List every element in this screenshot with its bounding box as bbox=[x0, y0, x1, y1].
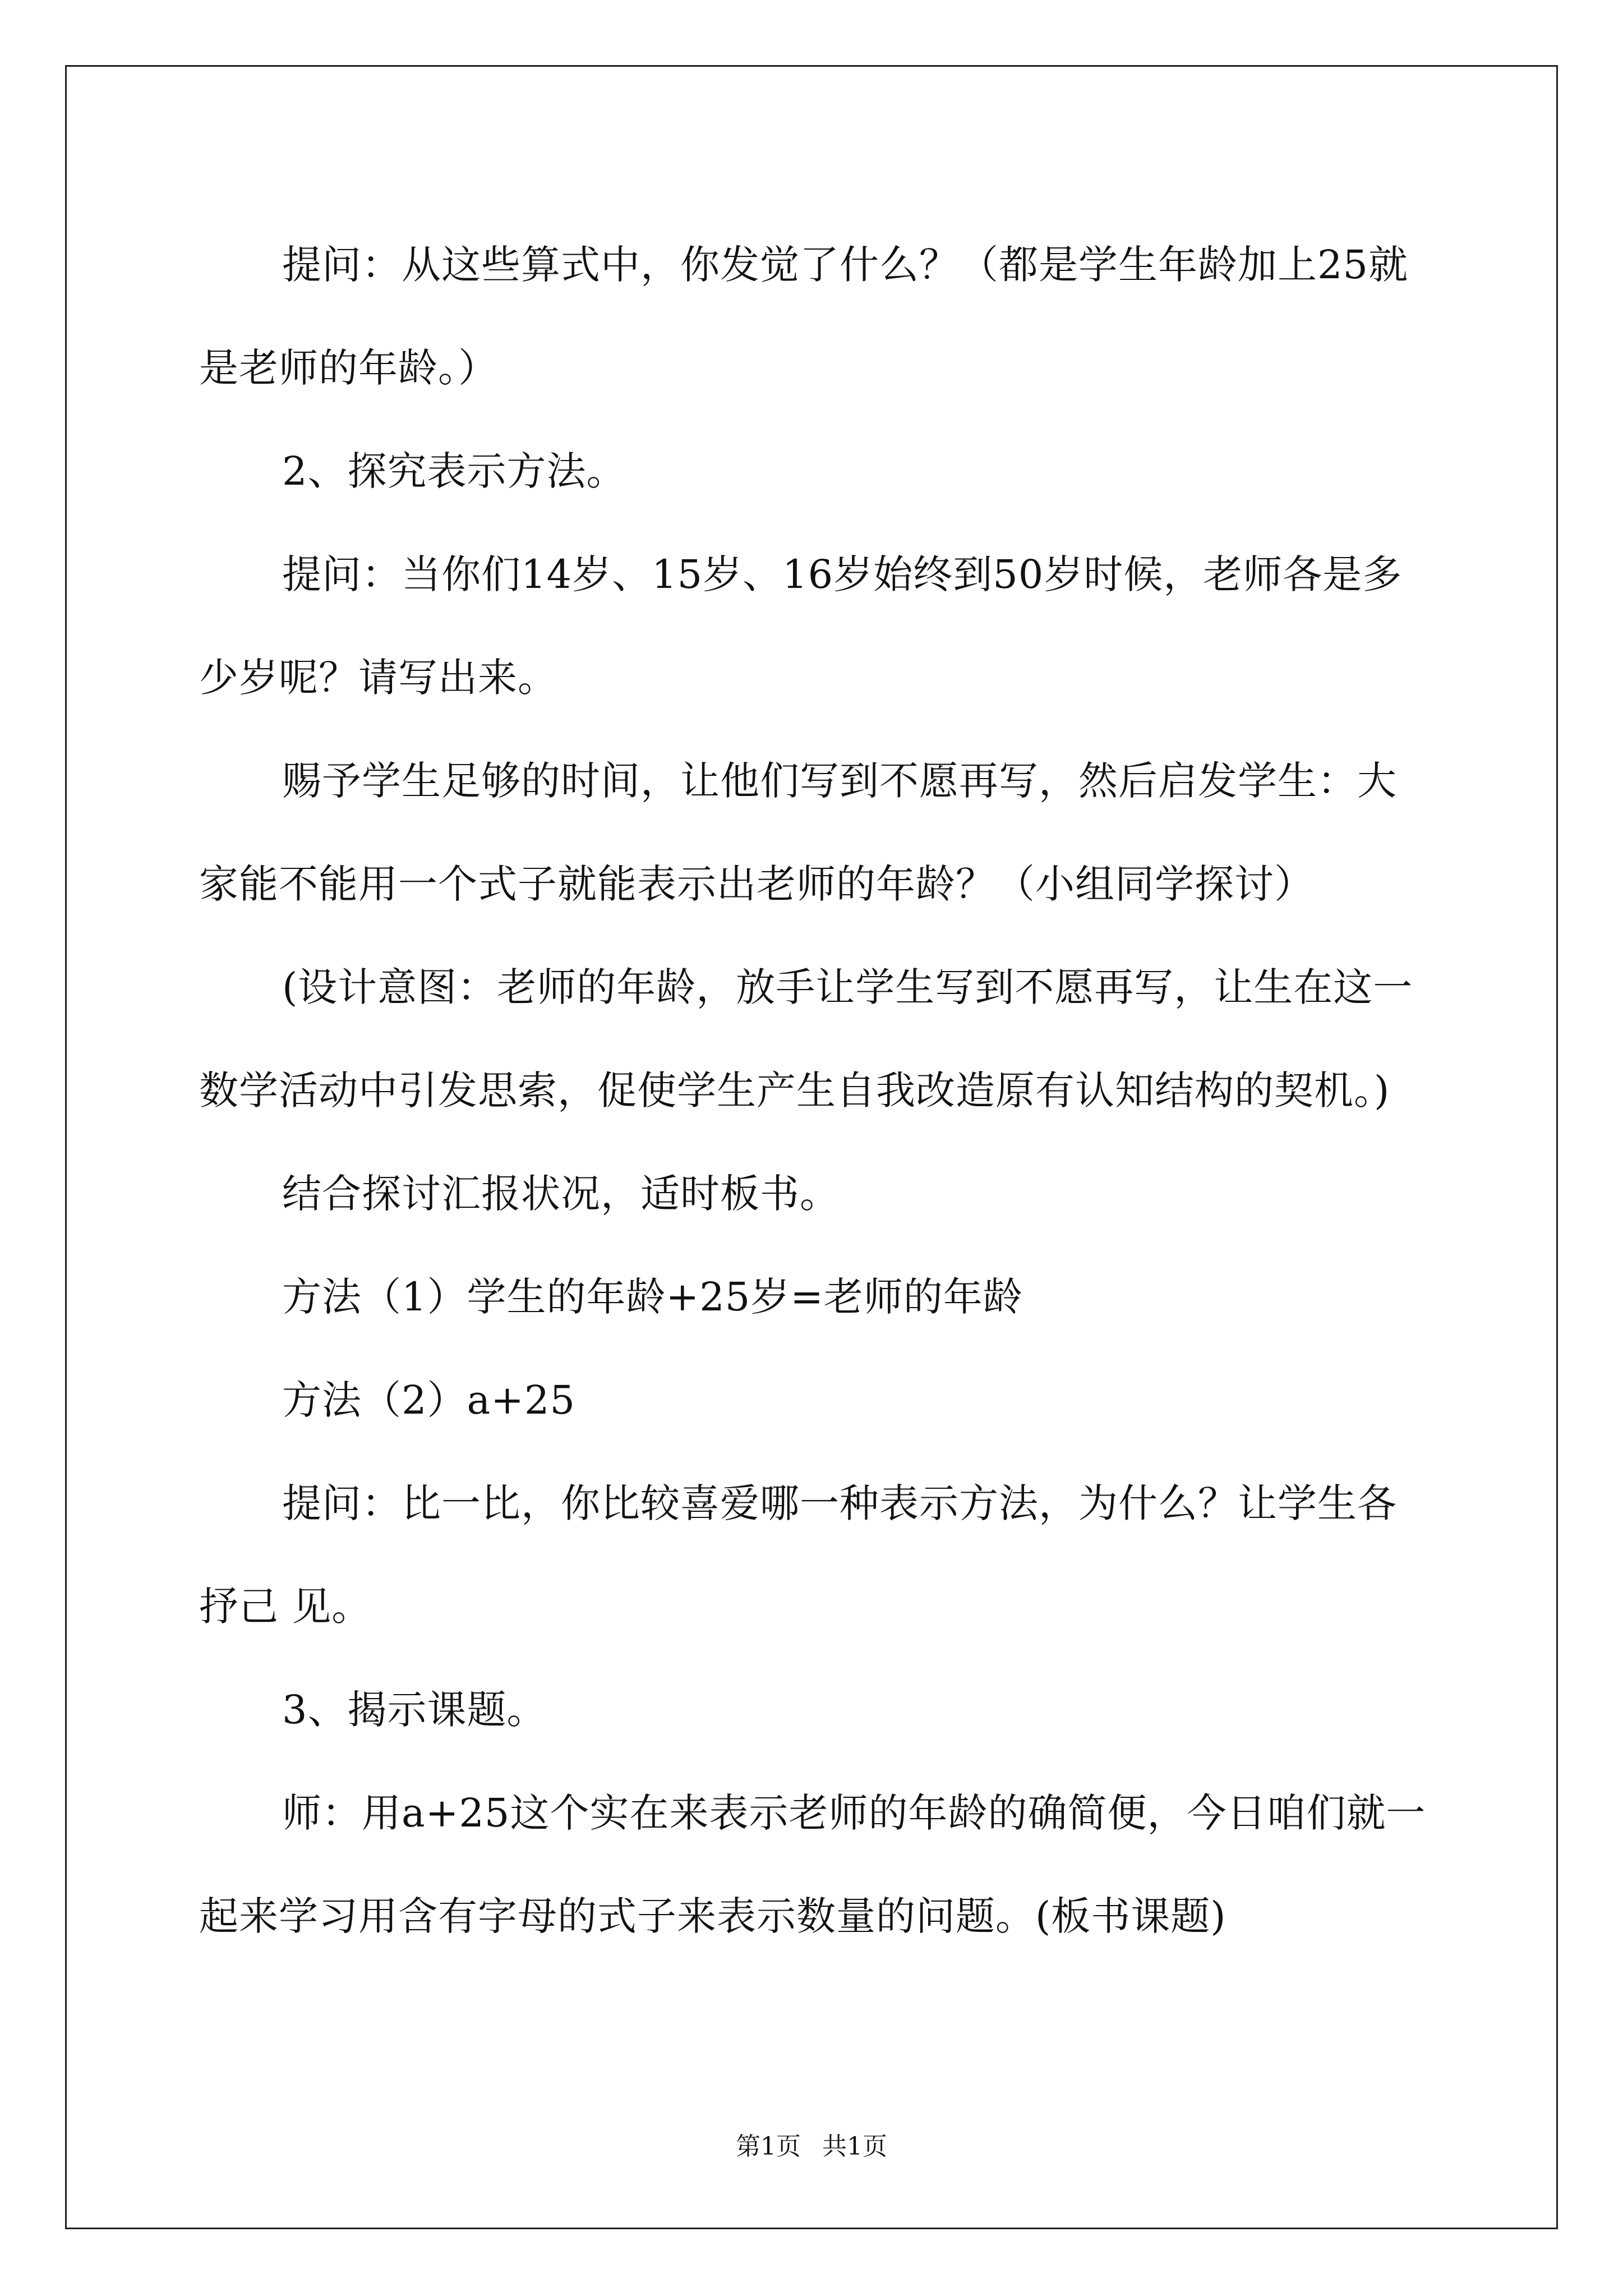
paragraph-design-intent: (设计意图：老师的年龄，放手让学生写到不愿再写，让生在这一数学活动中引发思索，促使学生产生自我改造原有认知结构的契机。) bbox=[199, 964, 1413, 1114]
paragraph-teacher-summary: 师：用a+25这个实在来表示老师的年龄的确简便，今日咱们就一起来学习用含有字母的式子来表示数量的问题。(板书课题) bbox=[199, 1790, 1426, 1939]
page-footer bbox=[0, 2126, 1623, 2162]
paragraph-compare: 提问：比一比，你比较喜爱哪一种表示方法，为什么？让学生各抒己 见。 bbox=[199, 1480, 1397, 1630]
page-number: 第1页 bbox=[736, 2132, 801, 2161]
page-total: 共1页 bbox=[822, 2132, 887, 2161]
paragraph-question-observation: 提问：从这些算式中，你发觉了什么？（都是学生年龄加上25就是老师的年龄。） bbox=[199, 242, 1409, 391]
paragraph-heading-explore-method: 2、探究表示方法。 bbox=[282, 448, 626, 494]
paragraph-question-ages: 提问：当你们14岁、15岁、16岁始终到50岁时候，老师各是多少岁呢？请写出来。 bbox=[199, 551, 1403, 701]
paragraph-board-writing: 结合探讨汇报状况，适时板书。 bbox=[282, 1171, 840, 1217]
paragraph-heading-reveal-topic: 3、揭示课题。 bbox=[282, 1687, 547, 1733]
paragraph-method-1: 方法（1）学生的年龄+25岁=老师的年龄 bbox=[282, 1274, 1023, 1320]
paragraph-give-time: 赐予学生足够的时间，让他们写到不愿再写，然后启发学生：大家能不能用一个式子就能表示出老师的年龄？（小组同学探讨） bbox=[199, 758, 1397, 907]
paragraph-method-2: 方法（2）a+25 bbox=[282, 1377, 575, 1423]
document-body bbox=[199, 213, 1427, 1968]
